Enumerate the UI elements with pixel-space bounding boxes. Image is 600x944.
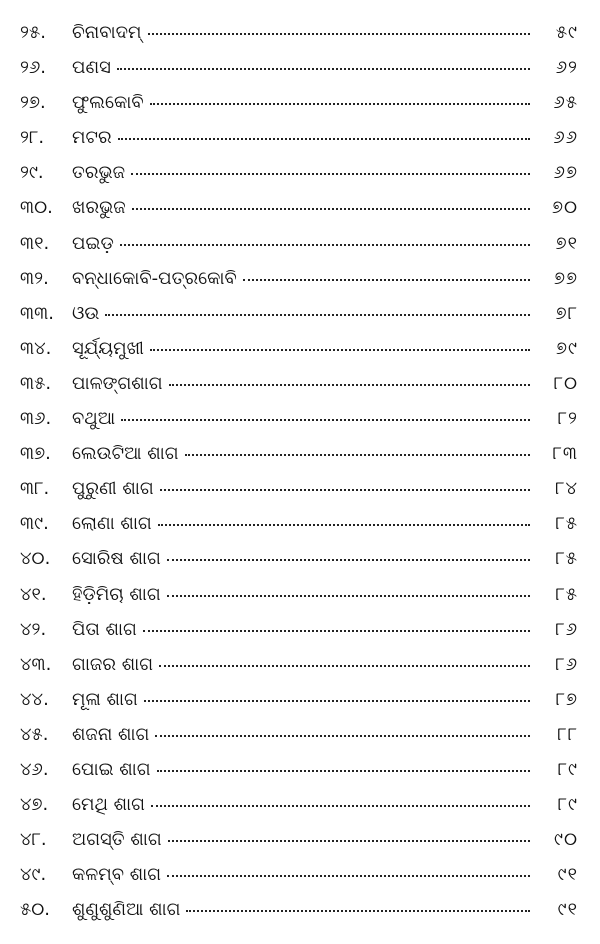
toc-entry xyxy=(0,480,600,515)
page-number: ୮୯ xyxy=(557,794,578,816)
page-number: ୮୦ xyxy=(553,372,578,394)
entry-number: ୪୫. xyxy=(20,723,49,745)
entry-title: ପଣସ xyxy=(72,57,111,79)
toc-entry xyxy=(0,164,600,199)
entry-number: ୩୨. xyxy=(20,267,49,289)
entry-number: ୨୮. xyxy=(20,127,45,149)
entry-title: ଫୁଲକୋବି xyxy=(72,92,144,114)
entry-title: ବନ୍ଧାକୋବି-ପତ୍ରକୋବି xyxy=(72,267,237,289)
entry-title: ଅଗସ୍ତି ଶାଗ xyxy=(72,829,162,851)
page-number: ୭୭ xyxy=(553,267,578,289)
page-number: ୮୫ xyxy=(555,513,578,535)
dot-leader xyxy=(155,735,530,737)
entry-title: ପଇଡ଼ xyxy=(72,232,114,254)
entry-number: ୩୧. xyxy=(20,232,50,254)
entry-number: ୨୭. xyxy=(20,92,46,114)
entry-number: ୩୫. xyxy=(20,372,52,394)
dot-leader xyxy=(185,454,530,456)
toc-entry xyxy=(0,831,600,866)
entry-title: ସୋରିଷ ଶାଗ xyxy=(72,548,161,570)
page-number: ୫୯ xyxy=(555,22,578,43)
toc-entry xyxy=(0,267,600,305)
entry-number: ୪୦. xyxy=(20,548,51,570)
page-number: ୯୧ xyxy=(557,864,578,886)
entry-number: ୪୯. xyxy=(20,864,47,886)
toc-entry xyxy=(0,901,600,936)
entry-number: ୪୨. xyxy=(20,618,47,640)
dot-leader xyxy=(143,630,530,632)
page-number: ୮୭ xyxy=(555,688,578,710)
entry-number: ୪୪. xyxy=(20,688,49,710)
entry-title: ତରଭୁଜ xyxy=(72,162,126,184)
entry-number: ୪୬. xyxy=(20,758,49,780)
entry-title: ପାଳଙ୍ଗଶାଗ xyxy=(72,372,163,394)
dot-leader xyxy=(169,384,530,386)
dot-leader xyxy=(243,279,530,281)
dot-leader xyxy=(105,314,530,316)
toc-entry xyxy=(0,866,600,901)
entry-title: ଲୋଣା ଶାଗ xyxy=(72,513,152,535)
toc-entry xyxy=(0,583,600,621)
page-number: ୮୮ xyxy=(557,723,578,745)
page-number: ୮୫ xyxy=(555,583,578,605)
toc-entry xyxy=(0,410,600,445)
dot-leader xyxy=(159,665,530,667)
page-number: ୭୯ xyxy=(556,337,578,359)
page-number: ୭୧ xyxy=(555,232,578,254)
page-number: ୮୪ xyxy=(555,478,578,500)
page-number: ୮୬ xyxy=(555,618,578,640)
entry-number: ୩୪. xyxy=(20,337,52,359)
entry-title: ମୂଳା ଶାଗ xyxy=(72,688,138,710)
toc-entry xyxy=(0,550,600,585)
page-number: ୭୦ xyxy=(551,197,578,219)
page-number: ୭୮ xyxy=(555,302,578,324)
toc-entry xyxy=(0,758,600,796)
entry-title: ପିତା ଶାଗ xyxy=(72,618,137,640)
dot-leader xyxy=(144,700,530,702)
dot-leader xyxy=(117,68,530,70)
entry-number: ୨୯. xyxy=(20,162,44,184)
entry-title: ହିଡ଼ିମିଚା ଶାଗ xyxy=(72,583,161,605)
entry-title: ସୂର୍ଯ୍ୟମୁଖୀ xyxy=(72,337,144,359)
dot-leader xyxy=(150,349,530,351)
toc-entry xyxy=(0,232,600,270)
dot-leader xyxy=(157,770,530,772)
page-number: ୮୬ xyxy=(555,653,578,675)
dot-leader xyxy=(132,208,530,210)
entry-number: ୩୩. xyxy=(20,302,55,324)
entry-title: ଲେଉଟିଆ ଶାଗ xyxy=(72,443,179,465)
page-number: ୮୩ xyxy=(552,443,578,465)
table-of-contents xyxy=(0,24,600,936)
dot-leader xyxy=(167,559,530,561)
page-number: ୮୯ xyxy=(557,758,578,780)
toc-entry xyxy=(0,302,600,340)
entry-number: ୩୯. xyxy=(20,513,49,535)
toc-entry xyxy=(0,94,600,129)
dot-leader xyxy=(186,910,530,912)
entry-title: ପୋଇ ଶାଗ xyxy=(72,758,151,780)
toc-entry xyxy=(0,618,600,656)
entry-number: ୪୧. xyxy=(20,583,47,605)
dot-leader xyxy=(121,419,530,421)
dot-leader xyxy=(160,489,530,491)
dot-leader xyxy=(148,33,531,35)
dot-leader xyxy=(168,840,530,842)
entry-title: ବଥୁଆ xyxy=(72,408,116,430)
page-number: ୯୦ xyxy=(554,829,578,851)
toc-entry xyxy=(0,59,600,94)
toc-entry xyxy=(0,796,600,831)
dot-leader xyxy=(131,173,530,175)
page-number: ୬୭ xyxy=(553,162,578,184)
entry-title: ଗାଜର ଶାଗ xyxy=(72,653,154,675)
entry-title: ଓଉ xyxy=(72,302,100,324)
toc-entry xyxy=(0,445,600,480)
toc-entry xyxy=(0,653,600,691)
entry-number: ୩୦. xyxy=(20,197,53,219)
entry-title: ଚିନାବାଦମ୍ xyxy=(72,22,142,43)
toc-entry xyxy=(0,129,600,164)
page-number: ୬୫ xyxy=(553,92,578,114)
entry-number: ୪୩. xyxy=(20,653,52,675)
entry-title: ଶଜନା ଶାଗ xyxy=(72,723,150,745)
entry-number: ୨୫. xyxy=(20,22,46,43)
entry-title: ମେଥି ଶାଗ xyxy=(72,794,145,816)
toc-entry xyxy=(0,199,600,234)
entry-number: ୪୮. xyxy=(20,829,47,851)
entry-title: ଶୁଣୁଶୁଣିଆ ଶାଗ xyxy=(72,899,181,921)
entry-title: କଳମ୍ବ ଶାଗ xyxy=(72,864,162,886)
dot-leader xyxy=(151,805,530,807)
entry-number: ୪୭. xyxy=(20,794,49,816)
page-number: ୬୨ xyxy=(555,57,578,79)
entry-number: ୫୦. xyxy=(20,899,50,921)
entry-number: ୨୬. xyxy=(20,57,46,79)
toc-entry xyxy=(0,24,600,59)
toc-entry xyxy=(0,723,600,761)
page-number: ୯୧ xyxy=(557,899,578,921)
toc-entry xyxy=(0,515,600,550)
page-number: ୮୨ xyxy=(557,408,578,430)
entry-title: ପୁରୁଣୀ ଶାଗ xyxy=(72,478,154,500)
dot-leader xyxy=(167,875,530,877)
toc-entry xyxy=(0,688,600,726)
toc-entry xyxy=(0,337,600,375)
page-number: ୮୫ xyxy=(555,548,578,570)
toc-entry xyxy=(0,372,600,410)
dot-leader xyxy=(158,524,530,526)
entry-number: ୩୮. xyxy=(20,478,50,500)
entry-title: ମଟର xyxy=(72,127,112,149)
dot-leader xyxy=(150,103,530,105)
dot-leader xyxy=(120,244,530,246)
entry-title: ଖରଭୁଜ xyxy=(72,197,126,219)
dot-leader xyxy=(118,138,530,140)
dot-leader xyxy=(167,595,530,597)
entry-number: ୩୭. xyxy=(20,443,51,465)
entry-number: ୩୬. xyxy=(20,408,52,430)
page-number: ୬୬ xyxy=(553,127,578,149)
